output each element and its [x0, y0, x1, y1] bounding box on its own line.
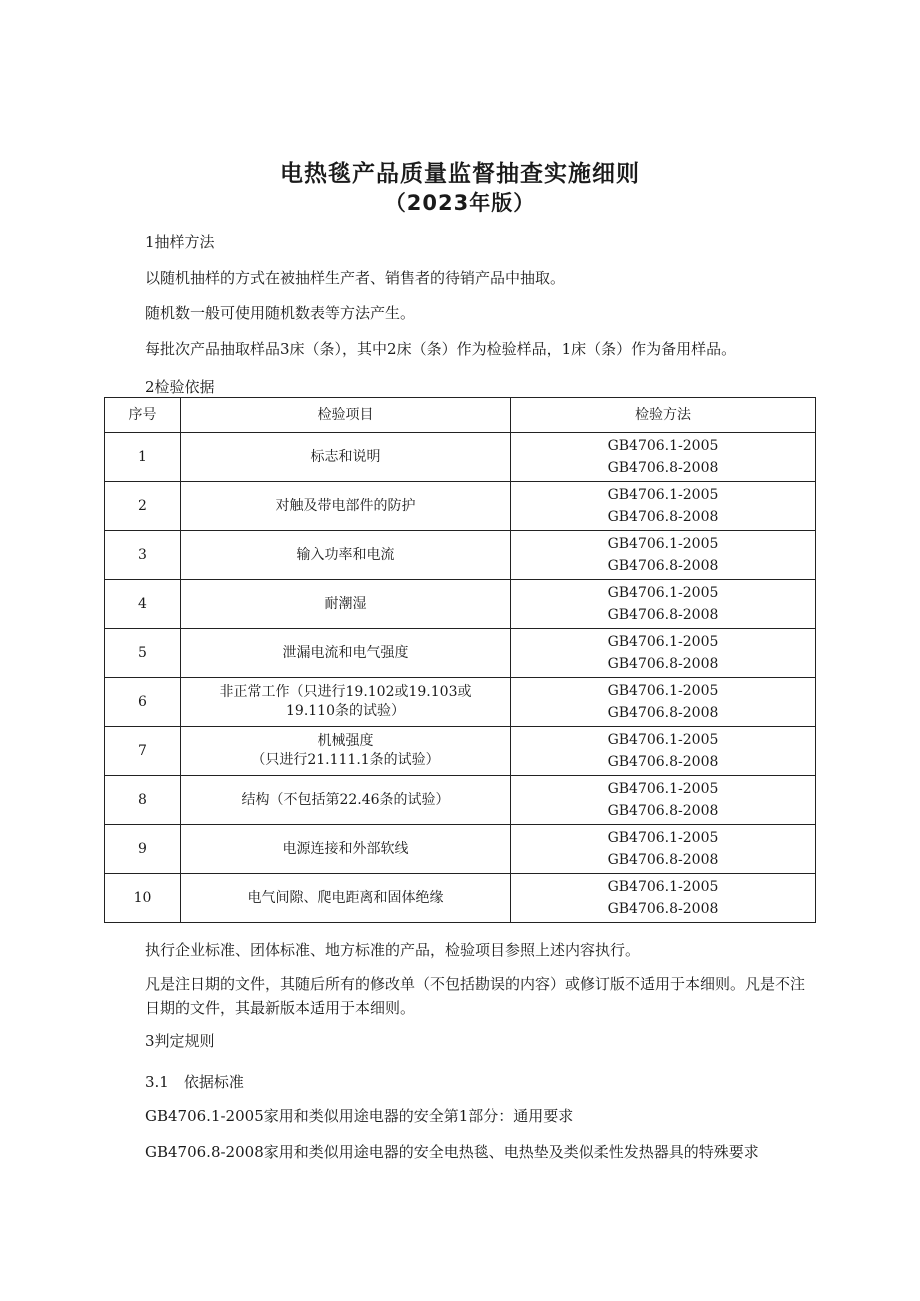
inspection-method: [511, 580, 816, 629]
section2-heading: 2检验依据: [145, 378, 215, 396]
method-standard: GB4706.8-2008: [607, 803, 719, 819]
inspection-item: [181, 727, 511, 776]
section3-subheading: 3.1 依据标准: [145, 1073, 244, 1091]
method-standard: GB4706.1-2005: [607, 585, 719, 601]
header-method: 检验方法: [511, 398, 816, 433]
inspection-item-line: 机械强度: [317, 733, 374, 749]
table-header-row: [105, 398, 816, 433]
table-row: [105, 433, 816, 482]
row-number: 6: [105, 678, 181, 727]
inspection-item: [181, 580, 511, 629]
dated-docs-text: 凡是注日期的文件，其随后所有的修改单（不包括勘误的内容）或修订版不适用于本细则。凡是不注日期的文件，其最新版本适用于本细则。: [145, 975, 806, 1017]
method-standard: GB4706.1-2005: [607, 830, 719, 846]
method-standard: GB4706.8-2008: [607, 509, 719, 525]
table-row: [105, 531, 816, 580]
table-row: [105, 482, 816, 531]
inspection-method: [511, 825, 816, 874]
section2-note-dated-docs: [145, 972, 817, 1020]
table-row: [105, 776, 816, 825]
inspection-item: [181, 433, 511, 482]
inspection-method: [511, 433, 816, 482]
table-row: [105, 874, 816, 923]
document-title: 电热毯产品质量监督抽查实施细则: [280, 161, 640, 187]
row-number: 1: [105, 433, 181, 482]
inspection-method: [511, 629, 816, 678]
inspection-item: [181, 482, 511, 531]
inspection-item: [181, 874, 511, 923]
section3-heading: 3判定规则: [145, 1032, 215, 1050]
row-number: 10: [105, 874, 181, 923]
row-number: 4: [105, 580, 181, 629]
inspection-item: [181, 776, 511, 825]
table-row: [105, 825, 816, 874]
inspection-item-line: 耐潮湿: [324, 595, 367, 612]
method-standard: GB4706.1-2005: [607, 438, 719, 454]
method-standard: GB4706.8-2008: [607, 901, 719, 917]
inspection-item-line: 非正常工作（只进行19.102或19.103或: [219, 684, 472, 700]
inspection-method: [511, 727, 816, 776]
method-standard: GB4706.8-2008: [607, 705, 719, 721]
method-standard: GB4706.8-2008: [607, 656, 719, 672]
method-standard: GB4706.1-2005: [607, 781, 719, 797]
row-number: 9: [105, 825, 181, 874]
inspection-item: [181, 531, 511, 580]
header-item: 检验项目: [181, 398, 511, 433]
section1-paragraph: 随机数一般可使用随机数表等方法产生。: [145, 304, 416, 322]
header-no: 序号: [105, 398, 181, 433]
inspection-method: [511, 531, 816, 580]
method-standard: GB4706.1-2005: [607, 634, 719, 650]
inspection-item-line: 对触及带电部件的防护: [275, 497, 416, 514]
inspection-method: [511, 874, 816, 923]
inspection-item-line: 泄漏电流和电气强度: [282, 644, 409, 661]
method-standard: GB4706.1-2005: [607, 683, 719, 699]
method-standard: GB4706.1-2005: [607, 732, 719, 748]
inspection-method: [511, 678, 816, 727]
inspection-method: [511, 776, 816, 825]
inspection-item: [181, 825, 511, 874]
row-number: 7: [105, 727, 181, 776]
method-standard: GB4706.1-2005: [607, 536, 719, 552]
standard-reference: GB4706.8-2008家用和类似用途电器的安全电热毯、电热垫及类似柔性发热器具的特殊要求: [145, 1143, 759, 1161]
inspection-item-line: 电气间隙、爬电距离和固体绝缘: [247, 889, 444, 906]
table-body: [105, 433, 816, 923]
row-number: 2: [105, 482, 181, 531]
row-number: 8: [105, 776, 181, 825]
standard-reference: GB4706.1-2005家用和类似用途电器的安全第1部分：通用要求: [145, 1107, 574, 1125]
method-standard: GB4706.1-2005: [607, 879, 719, 895]
table-row: [105, 678, 816, 727]
inspection-item-line: 19.110条的试验）: [286, 703, 405, 719]
section2-note: 执行企业标准、团体标准、地方标准的产品，检验项目参照上述内容执行。: [145, 941, 641, 959]
section1-paragraph: 以随机抽样的方式在被抽样生产者、销售者的待销产品中抽取。: [145, 269, 566, 287]
inspection-item: [181, 629, 511, 678]
row-number: 5: [105, 629, 181, 678]
method-standard: GB4706.8-2008: [607, 754, 719, 770]
method-standard: GB4706.1-2005: [607, 487, 719, 503]
section1-heading: 1抽样方法: [145, 233, 215, 251]
inspection-item-line: 输入功率和电流: [296, 546, 395, 563]
document-subtitle: （2023年版）: [384, 191, 536, 215]
inspection-method: [511, 482, 816, 531]
inspection-item-line: 电源连接和外部软线: [282, 840, 409, 857]
inspection-item-line: 结构（不包括第22.46条的试验）: [241, 791, 450, 808]
table-row: [105, 727, 816, 776]
table-row: [105, 580, 816, 629]
method-standard: GB4706.8-2008: [607, 558, 719, 574]
inspection-item-line: （只进行21.111.1条的试验）: [251, 752, 440, 768]
method-standard: GB4706.8-2008: [607, 852, 719, 868]
inspection-item: [181, 678, 511, 727]
section1-paragraph: 每批次产品抽取样品3床（条），其中2床（条）作为检验样品，1床（条）作为备用样品。: [145, 340, 737, 358]
method-standard: GB4706.8-2008: [607, 460, 719, 476]
table-row: [105, 629, 816, 678]
inspection-table: [104, 397, 816, 923]
method-standard: GB4706.8-2008: [607, 607, 719, 623]
inspection-item-line: 标志和说明: [310, 448, 381, 465]
row-number: 3: [105, 531, 181, 580]
